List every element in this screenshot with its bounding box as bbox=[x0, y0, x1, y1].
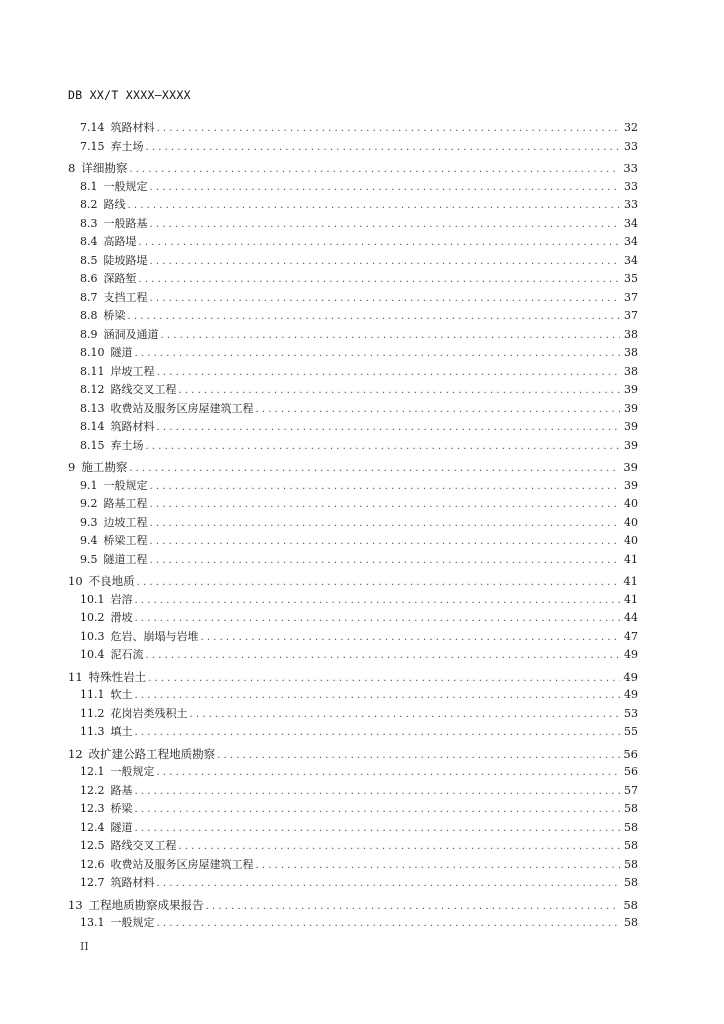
toc-entry-page: 33 bbox=[624, 198, 638, 211]
toc-leader-dots bbox=[150, 552, 621, 571]
toc-entry-title: 弃土场 bbox=[110, 139, 144, 153]
toc-entry-number: 9.1 bbox=[80, 478, 98, 492]
toc-entry-number: 12.7 bbox=[80, 876, 105, 889]
toc-leader-dots bbox=[135, 345, 621, 364]
toc-entry-page: 41 bbox=[624, 552, 638, 566]
toc-entry-title: 隧道 bbox=[110, 820, 133, 834]
toc-section-entry[interactable] bbox=[68, 400, 638, 419]
toc-section-entry[interactable] bbox=[68, 381, 638, 400]
toc-entry-page: 33 bbox=[624, 139, 638, 153]
toc-entry-title: 路线交叉工程 bbox=[110, 839, 177, 852]
toc-leader-dots bbox=[128, 197, 621, 216]
toc-entry-page: 37 bbox=[624, 309, 638, 322]
toc-section-entry[interactable] bbox=[68, 196, 638, 215]
toc-section-entry[interactable] bbox=[68, 233, 638, 252]
toc-entry-title: 弃土场 bbox=[110, 438, 144, 452]
toc-entry-title: 边坡工程 bbox=[103, 515, 148, 529]
toc-entry-title: 施工勘察 bbox=[81, 460, 128, 474]
toc-entry-title: 路基 bbox=[110, 783, 133, 797]
toc-leader-dots bbox=[135, 801, 621, 820]
toc-leader-dots bbox=[179, 838, 621, 857]
toc-entry-page: 39 bbox=[623, 460, 638, 474]
toc-leader-dots bbox=[157, 120, 621, 139]
toc-entry-title: 泥石流 bbox=[110, 648, 144, 661]
toc-leader-dots bbox=[161, 327, 621, 346]
toc-leader-dots bbox=[139, 234, 621, 253]
toc-section-entry[interactable] bbox=[68, 344, 638, 363]
toc-entry-page: 55 bbox=[624, 725, 638, 738]
toc-entry-page: 39 bbox=[624, 420, 638, 433]
toc-leader-dots bbox=[157, 419, 621, 438]
toc-entry-page: 40 bbox=[624, 497, 638, 510]
toc-section-entry[interactable] bbox=[68, 307, 638, 326]
toc-leader-dots bbox=[150, 533, 621, 552]
toc-entry-page: 41 bbox=[624, 592, 638, 606]
toc-entry-number: 7.14 bbox=[80, 121, 105, 134]
toc-leader-dots bbox=[179, 382, 621, 401]
toc-section-entry[interactable] bbox=[68, 609, 638, 628]
toc-section-entry[interactable] bbox=[68, 628, 638, 647]
toc-entry-page: 47 bbox=[624, 629, 638, 643]
toc-entry-title: 筑路材料 bbox=[110, 876, 155, 889]
toc-entry-title: 特殊性岩土 bbox=[88, 669, 147, 684]
toc-entry-title: 隧道 bbox=[110, 346, 133, 359]
toc-entry-number: 9.2 bbox=[80, 497, 98, 510]
toc-entry-title: 高路堤 bbox=[103, 235, 137, 248]
toc-entry-title: 不良地质 bbox=[88, 574, 135, 588]
toc-entry-title: 深路堑 bbox=[103, 272, 137, 285]
toc-entry-title: 一般路基 bbox=[103, 216, 148, 230]
toc-entry-title: 填土 bbox=[110, 725, 133, 738]
toc-chapter-entry[interactable] bbox=[68, 458, 638, 477]
toc-entry-title: 改扩建公路工程地质勘察 bbox=[88, 746, 216, 761]
toc-leader-dots bbox=[128, 308, 621, 327]
toc-entry-title: 软土 bbox=[110, 688, 133, 701]
toc-section-entry[interactable] bbox=[68, 686, 638, 705]
toc-leader-dots bbox=[256, 857, 621, 876]
toc-section-entry[interactable] bbox=[68, 763, 638, 782]
toc-entry-number: 8.4 bbox=[80, 235, 98, 248]
toc-entry-page: 53 bbox=[624, 706, 638, 720]
toc-entry-title: 路基工程 bbox=[103, 497, 148, 510]
toc-section-entry[interactable] bbox=[68, 477, 638, 496]
toc-leader-dots bbox=[146, 139, 621, 158]
toc-entry-number: 8.14 bbox=[80, 420, 105, 433]
toc-entry-number: 8.9 bbox=[80, 327, 98, 341]
toc-entry-page: 33 bbox=[624, 179, 638, 193]
toc-section-entry[interactable] bbox=[68, 495, 638, 514]
toc-entry-title: 隧道工程 bbox=[103, 552, 148, 566]
toc-section-entry[interactable] bbox=[68, 119, 638, 138]
toc-entry-number: 11 bbox=[68, 669, 83, 684]
toc-entry-page: 57 bbox=[624, 783, 638, 797]
toc-leader-dots bbox=[190, 706, 621, 725]
toc-leader-dots bbox=[135, 783, 621, 802]
toc-entry-page: 40 bbox=[624, 534, 638, 547]
toc-entry-title: 工程地质勘察成果报告 bbox=[88, 897, 204, 912]
toc-section-entry[interactable] bbox=[68, 138, 638, 157]
toc-entry-number: 8.7 bbox=[80, 290, 98, 304]
toc-leader-dots bbox=[135, 610, 621, 629]
toc-section-entry[interactable] bbox=[68, 514, 638, 533]
toc-chapter-entry[interactable] bbox=[68, 159, 638, 178]
toc-entry-page: 34 bbox=[624, 235, 638, 248]
toc-section-entry[interactable] bbox=[68, 178, 638, 197]
toc-entry-page: 38 bbox=[624, 327, 638, 341]
toc-entry-page: 38 bbox=[624, 346, 638, 359]
toc-section-entry[interactable] bbox=[68, 856, 638, 875]
toc-entry-number: 8.2 bbox=[80, 198, 98, 211]
toc-entry-page: 56 bbox=[624, 765, 638, 778]
toc-entry-title: 一般规定 bbox=[110, 916, 155, 929]
toc-section-entry[interactable] bbox=[68, 437, 638, 456]
toc-leader-dots bbox=[135, 820, 621, 839]
toc-chapter-entry[interactable] bbox=[68, 896, 638, 915]
toc-leader-dots bbox=[201, 629, 621, 648]
toc-entry-title: 支挡工程 bbox=[103, 290, 148, 304]
toc-entry-number: 8.5 bbox=[80, 253, 98, 267]
toc-entry-page: 58 bbox=[624, 916, 638, 929]
toc-entry-title: 详细勘察 bbox=[81, 161, 128, 175]
toc-entry-number: 8.12 bbox=[80, 383, 105, 396]
toc-entry-title: 岩溶 bbox=[110, 592, 133, 606]
toc-leader-dots bbox=[217, 747, 620, 766]
toc-section-entry[interactable] bbox=[68, 252, 638, 271]
toc-entry-title: 危岩、崩塌与岩堆 bbox=[110, 629, 199, 643]
toc-section-entry[interactable] bbox=[68, 532, 638, 551]
toc-chapter-entry[interactable] bbox=[68, 668, 638, 687]
toc-leader-dots bbox=[157, 875, 621, 894]
toc-leader-dots bbox=[157, 364, 621, 383]
toc-entry-number: 12.1 bbox=[80, 765, 105, 778]
toc-entry-title: 路线交叉工程 bbox=[110, 383, 177, 396]
toc-entry-title: 筑路材料 bbox=[110, 121, 155, 134]
toc-leader-dots bbox=[157, 764, 621, 783]
toc-entry-page: 56 bbox=[623, 746, 638, 761]
toc-entry-page: 58 bbox=[624, 857, 638, 871]
toc-entry-title: 收费站及服务区房屋建筑工程 bbox=[110, 401, 254, 415]
toc-leader-dots bbox=[135, 592, 621, 611]
toc-section-entry[interactable] bbox=[68, 800, 638, 819]
toc-leader-dots bbox=[135, 724, 621, 743]
toc-section-entry[interactable] bbox=[68, 591, 638, 610]
toc-section-entry[interactable] bbox=[68, 723, 638, 742]
toc-entry-number: 11.2 bbox=[80, 706, 105, 720]
toc-entry-title: 桥梁 bbox=[110, 802, 133, 815]
toc-section-entry[interactable] bbox=[68, 705, 638, 724]
toc-leader-dots bbox=[150, 290, 621, 309]
toc-entry-number: 8.10 bbox=[80, 346, 105, 359]
toc-entry-title: 桥梁 bbox=[103, 309, 126, 322]
toc-entry-title: 一般规定 bbox=[110, 765, 155, 778]
toc-entry-page: 32 bbox=[624, 121, 638, 134]
toc-entry-number: 12 bbox=[68, 746, 83, 761]
toc-entry-page: 38 bbox=[624, 364, 638, 378]
toc-leader-dots bbox=[157, 915, 621, 934]
toc-leader-dots bbox=[150, 496, 621, 515]
toc-leader-dots bbox=[139, 271, 621, 290]
toc-entry-page: 49 bbox=[623, 669, 638, 684]
toc-section-entry[interactable] bbox=[68, 914, 638, 933]
toc-entry-page: 35 bbox=[624, 272, 638, 285]
toc-entry-number: 9.4 bbox=[80, 534, 98, 547]
toc-entry-title: 一般规定 bbox=[103, 179, 148, 193]
toc-leader-dots bbox=[146, 438, 621, 457]
toc-entry-number: 13.1 bbox=[80, 916, 105, 929]
toc-entry-number: 12.5 bbox=[80, 839, 105, 852]
toc-entry-number: 8.6 bbox=[80, 272, 98, 285]
toc-entry-number: 10.4 bbox=[80, 648, 105, 661]
toc-entry-number: 8.1 bbox=[80, 179, 98, 193]
toc-entry-page: 58 bbox=[624, 820, 638, 834]
toc-entry-title: 岸坡工程 bbox=[110, 364, 155, 378]
toc-entry-page: 58 bbox=[623, 897, 638, 912]
toc-entry-page: 49 bbox=[624, 688, 638, 701]
document-code-header: DB XX/T XXXX—XXXX bbox=[68, 88, 191, 102]
toc-entry-number: 12.6 bbox=[80, 857, 105, 871]
toc-leader-dots bbox=[256, 401, 621, 420]
toc-section-entry[interactable] bbox=[68, 646, 638, 665]
toc-leader-dots bbox=[150, 253, 621, 272]
toc-section-entry[interactable] bbox=[68, 363, 638, 382]
toc-leader-dots bbox=[150, 515, 621, 534]
toc-entry-number: 8.15 bbox=[80, 438, 105, 452]
toc-leader-dots bbox=[148, 670, 620, 689]
toc-entry-number: 13 bbox=[68, 897, 83, 912]
toc-section-entry[interactable] bbox=[68, 326, 638, 345]
toc-entry-number: 7.15 bbox=[80, 139, 105, 153]
toc-entry-page: 58 bbox=[624, 876, 638, 889]
toc-section-entry[interactable] bbox=[68, 837, 638, 856]
toc-entry-number: 8.8 bbox=[80, 309, 98, 322]
toc-entry-page: 33 bbox=[623, 161, 638, 175]
toc-entry-number: 10.3 bbox=[80, 629, 105, 643]
toc-entry-number: 10 bbox=[68, 574, 83, 588]
toc-entry-page: 39 bbox=[624, 401, 638, 415]
toc-entry-title: 一般规定 bbox=[103, 478, 148, 492]
toc-entry-title: 涵洞及通道 bbox=[103, 327, 159, 341]
toc-entry-title: 路线 bbox=[103, 198, 126, 211]
toc-leader-dots bbox=[150, 216, 621, 235]
toc-entry-title: 滑坡 bbox=[110, 611, 133, 624]
toc-chapter-entry[interactable] bbox=[68, 745, 638, 764]
toc-section-entry[interactable] bbox=[68, 289, 638, 308]
toc-entry-title: 筑路材料 bbox=[110, 420, 155, 433]
toc-entry-page: 41 bbox=[623, 574, 638, 588]
toc-entry-number: 9.5 bbox=[80, 552, 98, 566]
toc-entry-page: 40 bbox=[624, 515, 638, 529]
toc-chapter-entry[interactable] bbox=[68, 572, 638, 591]
toc-section-entry[interactable] bbox=[68, 874, 638, 893]
page-number-footer: II bbox=[80, 940, 89, 953]
toc-entry-page: 49 bbox=[624, 648, 638, 661]
toc-entry-number: 9 bbox=[68, 460, 76, 474]
toc-entry-page: 58 bbox=[624, 802, 638, 815]
toc-leader-dots bbox=[206, 898, 620, 917]
toc-section-entry[interactable] bbox=[68, 551, 638, 570]
toc-section-entry[interactable] bbox=[68, 418, 638, 437]
toc-entry-number: 11.1 bbox=[80, 688, 105, 701]
toc-section-entry[interactable] bbox=[68, 819, 638, 838]
toc-leader-dots bbox=[137, 574, 620, 593]
toc-entry-page: 39 bbox=[624, 438, 638, 452]
toc-entry-number: 8.13 bbox=[80, 401, 105, 415]
toc-entry-page: 44 bbox=[624, 611, 638, 624]
toc-entry-number: 8.3 bbox=[80, 216, 98, 230]
toc-entry-page: 34 bbox=[624, 253, 638, 267]
toc-entry-number: 9.3 bbox=[80, 515, 98, 529]
toc-entry-number: 10.1 bbox=[80, 592, 105, 606]
toc-section-entry[interactable] bbox=[68, 215, 638, 234]
toc-entry-title: 收费站及服务区房屋建筑工程 bbox=[110, 857, 254, 871]
toc-entry-number: 8 bbox=[68, 161, 76, 175]
toc-entry-page: 37 bbox=[624, 290, 638, 304]
toc-entry-title: 桥梁工程 bbox=[103, 534, 148, 547]
toc-entry-page: 39 bbox=[624, 478, 638, 492]
table-of-contents bbox=[68, 119, 638, 933]
toc-entry-number: 8.11 bbox=[80, 364, 105, 378]
toc-entry-title: 陡坡路堤 bbox=[103, 253, 148, 267]
toc-entry-page: 39 bbox=[624, 383, 638, 396]
toc-section-entry[interactable] bbox=[68, 270, 638, 289]
toc-leader-dots bbox=[135, 687, 621, 706]
toc-entry-page: 34 bbox=[624, 216, 638, 230]
toc-entry-number: 12.3 bbox=[80, 802, 105, 815]
toc-leader-dots bbox=[146, 647, 621, 666]
toc-leader-dots bbox=[150, 179, 621, 198]
toc-leader-dots bbox=[129, 161, 620, 180]
toc-entry-number: 11.3 bbox=[80, 725, 105, 738]
toc-entry-title: 花岗岩类残积土 bbox=[110, 706, 188, 720]
toc-leader-dots bbox=[129, 460, 620, 479]
toc-entry-number: 12.2 bbox=[80, 783, 105, 797]
toc-entry-page: 58 bbox=[624, 839, 638, 852]
toc-entry-number: 12.4 bbox=[80, 820, 105, 834]
toc-entry-number: 10.2 bbox=[80, 611, 105, 624]
toc-section-entry[interactable] bbox=[68, 782, 638, 801]
toc-leader-dots bbox=[150, 478, 621, 497]
